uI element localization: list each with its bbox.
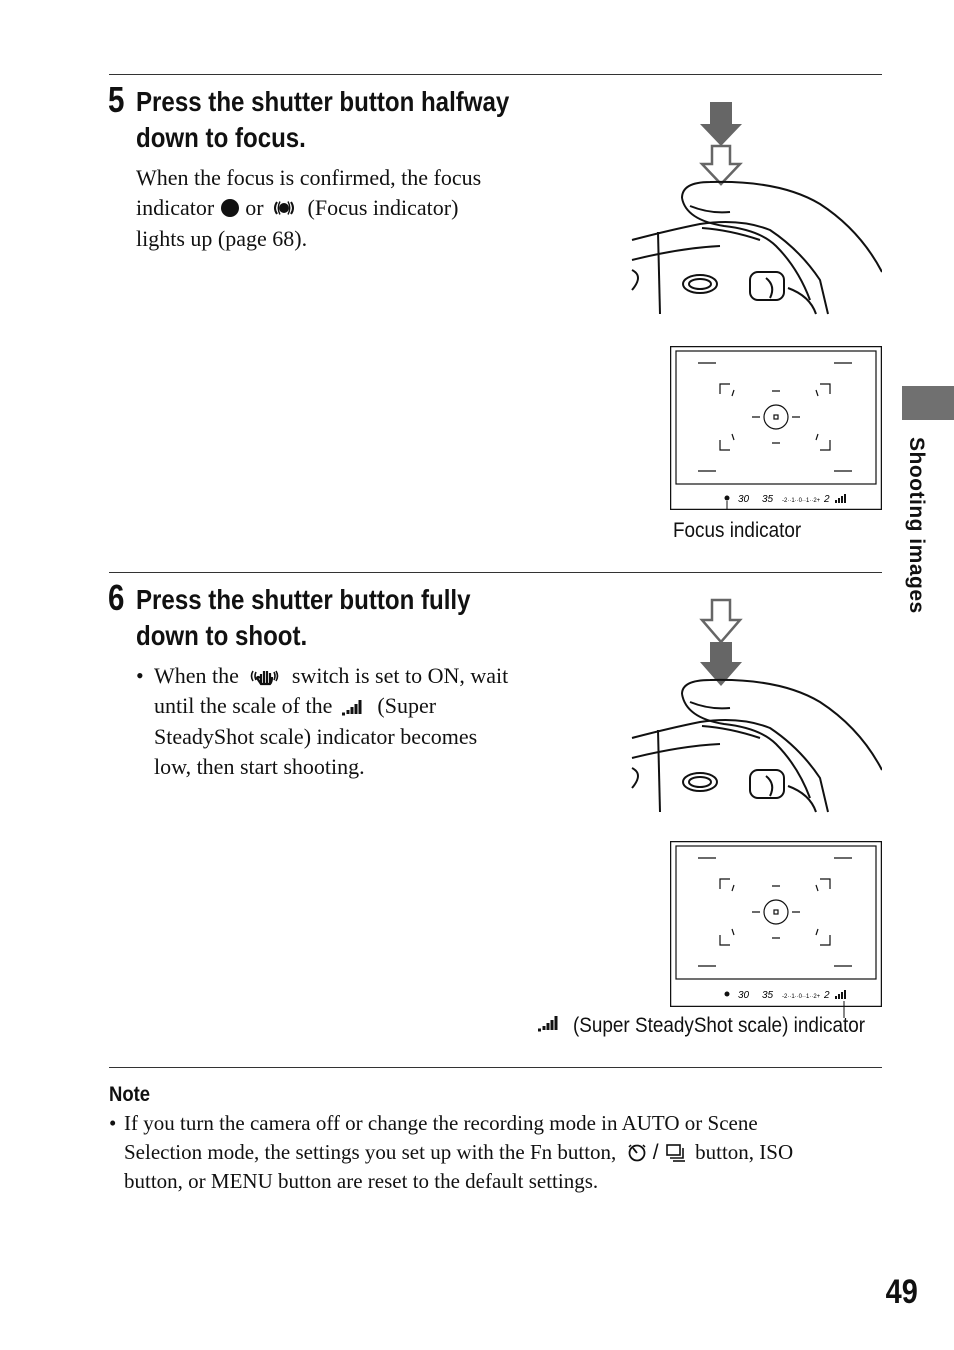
step-divider-rule bbox=[109, 572, 882, 573]
step-5-or-word: or bbox=[245, 195, 264, 220]
step-5-text-line-3: lights up (page 68). bbox=[136, 226, 308, 251]
step-6-when-the: When the bbox=[154, 663, 239, 688]
step-6-text-line-3: SteadyShot scale) indicator becomes bbox=[154, 724, 478, 749]
note-line-2-text: Selection mode, the settings you set up with the Fn button, bbox=[124, 1140, 617, 1164]
step-6-bullet: • bbox=[136, 663, 144, 688]
self-timer-icon bbox=[626, 1141, 648, 1170]
readout-aperture-2: 35 bbox=[762, 990, 774, 1001]
readout-shutter-2: 30 bbox=[738, 990, 750, 1001]
note-line-1: If you turn the camera off or change the recording mode in AUTO or Scene bbox=[124, 1111, 758, 1135]
readout-exposure-scale: -2··1··0··1··2+ bbox=[782, 498, 821, 504]
step-5-title-line-1: Press the shutter button halfway bbox=[136, 86, 510, 117]
step-6-title-line-2: down to shoot. bbox=[136, 620, 308, 651]
note-bullet: • bbox=[109, 1111, 117, 1135]
steadyshot-indicator-caption: (Super SteadyShot scale) indicator bbox=[573, 1014, 866, 1037]
step-5-indicator-word: indicator bbox=[136, 195, 215, 220]
note-heading: Note bbox=[109, 1083, 151, 1106]
shutter-arrow-icon-full bbox=[700, 600, 742, 686]
note-line-3: button, or MENU button are reset to the default settings. bbox=[124, 1169, 599, 1193]
viewfinder-display-steadyshot bbox=[670, 841, 882, 1007]
step-6-text-line-4: low, then start shooting. bbox=[154, 754, 365, 779]
step-5-illustration bbox=[630, 100, 882, 316]
continuous-shot-icon bbox=[664, 1141, 686, 1170]
readout-iso: 2 bbox=[824, 494, 830, 505]
focus-ring-icon bbox=[272, 196, 296, 227]
step-6-super-text: (Super bbox=[377, 693, 437, 718]
readout-iso-2: 2 bbox=[824, 990, 830, 1001]
step-5-text-line-1: When the focus is confirmed, the focus bbox=[136, 165, 482, 190]
viewfinder-display-focus bbox=[670, 346, 882, 510]
focus-dot-icon bbox=[220, 196, 240, 227]
step-6-scale-text: until the scale of the bbox=[154, 693, 333, 718]
steadyshot-scale-icon-caption bbox=[537, 1014, 561, 1036]
section-tab-marker bbox=[902, 386, 954, 420]
focus-indicator-dot bbox=[725, 496, 730, 501]
step-6-switch-text: switch is set to ON, wait bbox=[291, 663, 509, 688]
note-line-2-end: button, ISO bbox=[695, 1140, 794, 1164]
step-5-text-line-2 bbox=[136, 193, 458, 227]
camera-finger-illustration-2 bbox=[632, 680, 882, 812]
page-number: 49 bbox=[885, 1273, 918, 1311]
note-line-2 bbox=[124, 1138, 793, 1170]
step-5-number: 5 bbox=[108, 79, 125, 120]
step-5-focus-indicator-label: (Focus indicator) bbox=[307, 195, 459, 220]
top-rule bbox=[109, 74, 882, 75]
step-5-title-line-2: down to focus. bbox=[136, 122, 306, 153]
step-6-illustration bbox=[630, 598, 882, 814]
shutter-arrow-icon bbox=[700, 102, 742, 184]
camera-finger-illustration bbox=[632, 182, 882, 314]
step-6-text-line-2 bbox=[154, 691, 436, 725]
step-6-number: 6 bbox=[108, 577, 125, 618]
steadyshot-scale-icon bbox=[340, 694, 366, 725]
step-6-text-line-1 bbox=[154, 661, 508, 695]
readout-shutter: 30 bbox=[738, 494, 750, 505]
readout-exposure-scale-2: -2··1··0··1··2+ bbox=[782, 994, 821, 1000]
steadyshot-hand-icon bbox=[248, 664, 282, 695]
note-rule bbox=[109, 1067, 882, 1068]
step-6-title-line-1: Press the shutter button fully bbox=[136, 584, 471, 615]
readout-aperture: 35 bbox=[762, 494, 774, 505]
section-side-label: Shooting images bbox=[905, 437, 928, 614]
focus-indicator-caption: Focus indicator bbox=[673, 519, 802, 542]
steadyshot-caption-row bbox=[537, 1014, 561, 1036]
slash-separator: / bbox=[652, 1141, 659, 1164]
